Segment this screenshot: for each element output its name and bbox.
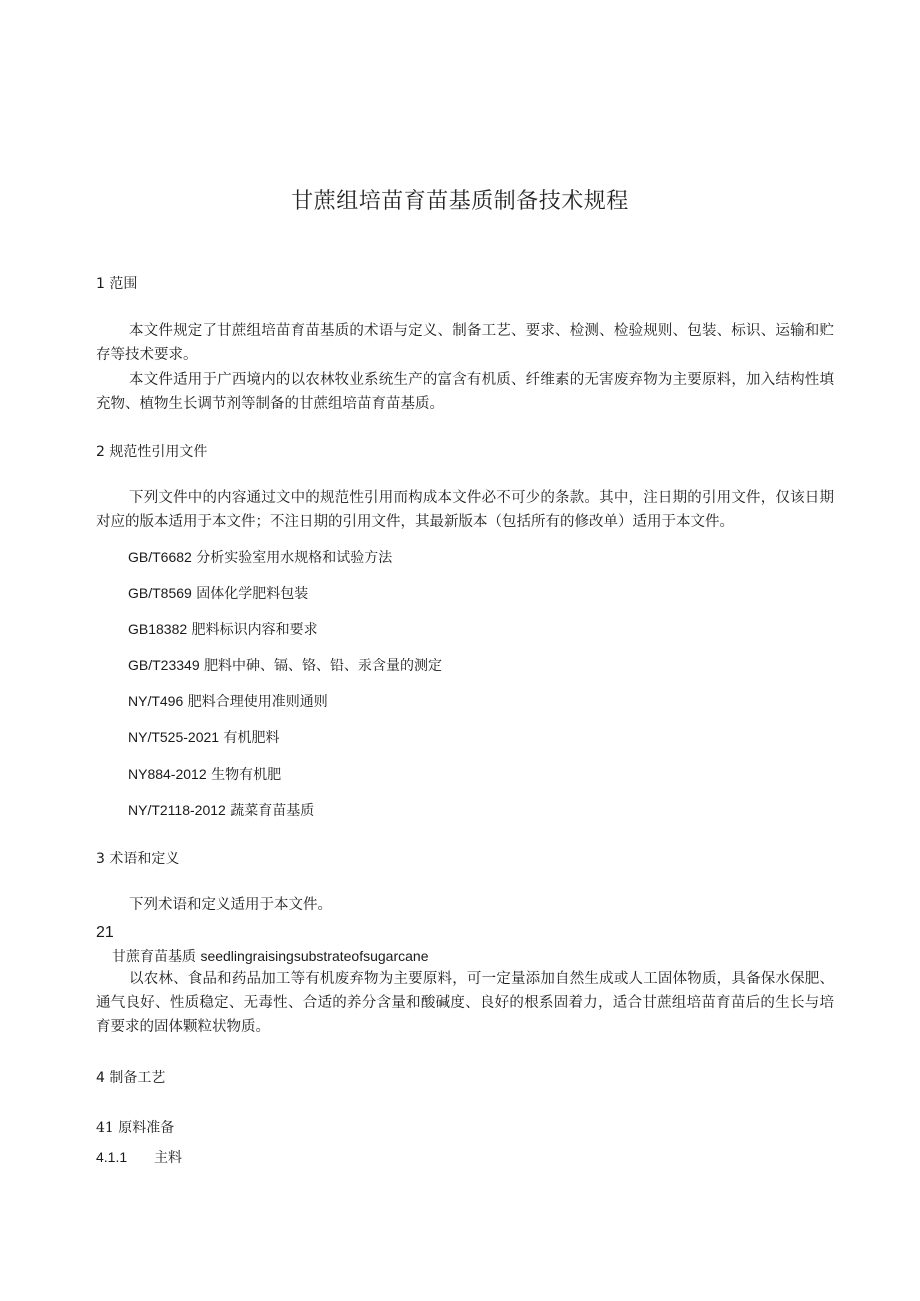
section-2-heading: 2 规范性引用文件 [96, 444, 208, 460]
reference-item: NY/T496 肥料合理使用准则通则 [128, 693, 328, 710]
section-1-paragraph-1: 本文件规定了甘蔗组培苗育苗基质的术语与定义、制备工艺、要求、检测、检验规则、包装、标识、运输和贮存等技术要求。 [96, 323, 834, 363]
reference-item: GB/T23349 肥料中砷、镉、铬、铅、汞含量的测定 [128, 657, 443, 674]
section-2-paragraph: 下列文件中的内容通过文中的规范性引用而构成本文件必不可少的条款。其中，注日期的引用文件，仅该日期对应的版本适用于本文件；不注日期的引用文件，其最新版本（包括所有的修改单）适用于本文件。 [96, 490, 834, 530]
reference-item: GB/T6682 分析实验室用水规格和试验方法 [128, 549, 393, 566]
reference-item: NY/T2118-2012 蔬菜育苗基质 [128, 802, 315, 819]
document-title: 甘蔗组培苗育苗基质制备技术规程 [291, 189, 629, 214]
subsection-4-1-1-heading: 4.1.1 主料 [96, 1149, 182, 1166]
reference-item: NY884-2012 生物有机肥 [128, 766, 282, 783]
section-1-heading: 1 范围 [96, 276, 138, 292]
section-4-heading: 4 制备工艺 [96, 1070, 166, 1086]
reference-item: GB/T8569 固体化学肥料包装 [128, 585, 309, 602]
section-1-paragraph-2: 本文件适用于广西境内的以农林牧业系统生产的富含有机质、纤维素的无害废弃物为主要原料，加入结构性填充物、植物生长调节剂等制备的甘蔗组培苗育苗基质。 [96, 372, 834, 412]
term-definition: 以农林、食品和药品加工等有机废弃物为主要原料，可一定量添加自然生成或人工固体物质，具备保水保肥、通气良好、性质稳定、无毒性、合适的养分含量和酸碱度、良好的根系固着力，适合甘蔗组培苗育苗后的生长与培育要求的固体颗粒状物质。 [96, 971, 834, 1035]
section-3-paragraph: 下列术语和定义适用于本文件。 [129, 897, 332, 913]
section-3-heading: 3 术语和定义 [96, 851, 180, 867]
term-title: 甘蔗育苗基质 seedlingraisingsubstrateofsugarcane [112, 948, 429, 965]
term-number: 21 [96, 924, 114, 941]
reference-item: GB18382 肥料标识内容和要求 [128, 621, 318, 638]
reference-item: NY/T525-2021 有机肥料 [128, 729, 280, 746]
subsection-4-1-heading: 41 原料准备 [96, 1120, 175, 1136]
